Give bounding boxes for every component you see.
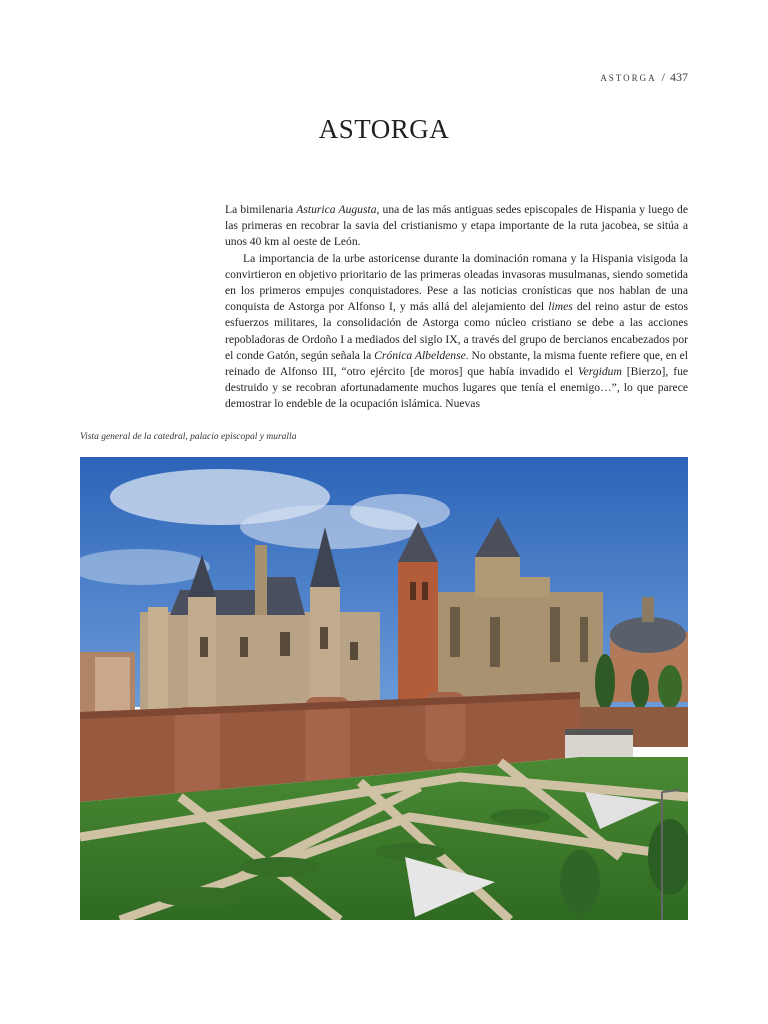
text-run: La importancia de la urbe astoricense durante la dominación romana y la Hispania visigoda la convirtieron en objetivo prioritario de las primeras oleadas invasoras musulmanas, siendo sometida en los primeros empujes conquistadores. Pese a las noticias cronísticas que nos hablan de una conquista de Astorga por Alfonso I, y más allá del alejamiento del [225, 251, 688, 314]
page-title: ASTORGA [318, 114, 450, 144]
italic-term: Asturica Augusta [296, 203, 377, 216]
paragraph-1 [225, 202, 688, 251]
photo-caption: Vista general de la catedral, palacio episcopal y muralla [80, 432, 297, 442]
tree [658, 665, 682, 709]
italic-term: limes [548, 300, 573, 314]
text-run: . No obstante, la misma fuente refiere que, en el reinado de Alfonso III, “otro ejército [de moros] que había invadido el [225, 348, 688, 379]
tree [631, 669, 649, 709]
running-head-separator: / [661, 70, 665, 84]
text-run: [Bierzo], fue destruido y se recobran afortunadamente muchos lugares que tenía el enemigo…”, lo que parece demostrar lo endeble de la ocupación islámica. Nuevas [225, 365, 689, 411]
page-number: 437 [670, 70, 688, 84]
body-text [225, 202, 688, 413]
text-run: La bimilenaria [225, 203, 297, 216]
cloud [350, 494, 450, 530]
house [95, 657, 130, 712]
tree [560, 850, 600, 914]
running-head [560, 70, 688, 85]
tree [595, 654, 615, 710]
text-run: del reino astur de estos esfuerzos militares, la consolidación de Astorga como núcleo cristiano se debe a las acciones repobladoras de Ordoño I a mediados del siglo IX, a través del grupo de bercianos encabezados por el conde Gatón, según señala la [225, 300, 688, 362]
italic-term: Vergidum [577, 365, 622, 379]
photo-illustration [80, 457, 688, 920]
running-head-section: ASTORGA [600, 73, 657, 83]
text-run: , una de las más antiguas sedes episcopales de Hispania y luego de las primeras en recobrar la savia del cristianismo y etapa importante de la ruta jacobea, se sitúa a unos 40 km al oeste de León. [225, 203, 688, 249]
italic-term: Crónica Albeldense [374, 348, 466, 362]
paragraph-2 [225, 251, 688, 413]
cathedral-photo [80, 457, 688, 920]
